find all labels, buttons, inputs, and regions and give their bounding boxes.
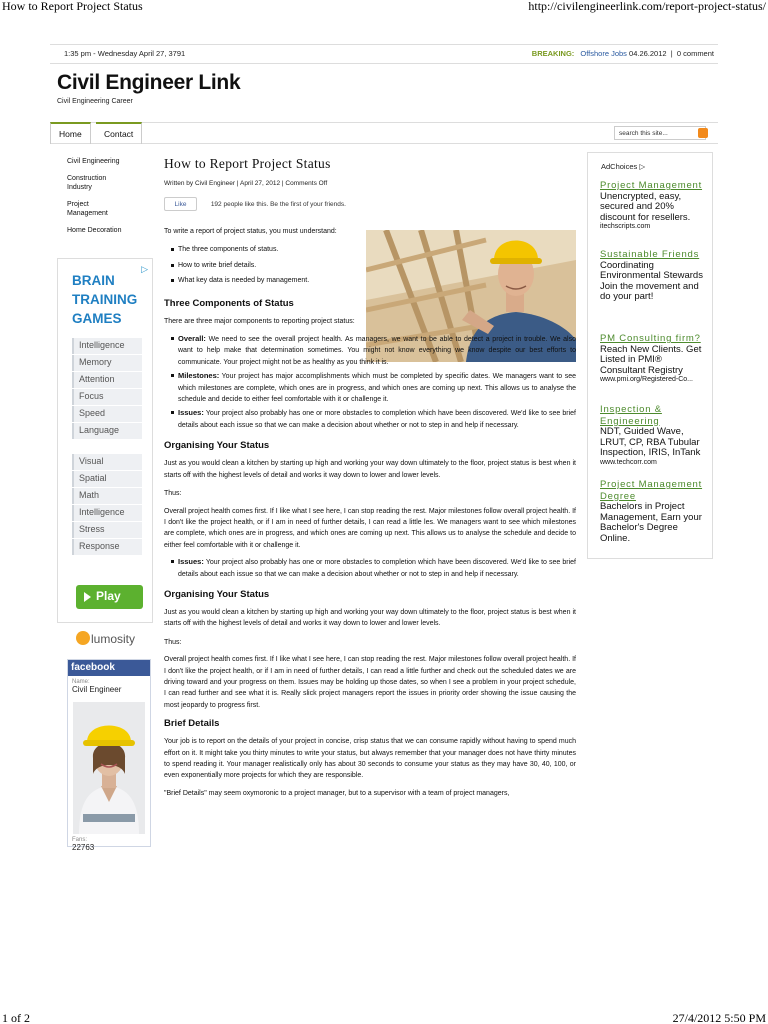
facebook-like-row (164, 197, 576, 212)
heading-organising: Organising Your Status (164, 440, 270, 452)
skill-list-2 (72, 454, 142, 556)
ad-url: www.techcorr.com (600, 458, 657, 466)
skill-item: Memory (72, 355, 142, 371)
ad-description: Bachelors in Project Management, Earn your Bachelor's Degree Online. (600, 501, 702, 544)
print-url: http://civilengineerlink.com/report-project-status/ (528, 0, 766, 13)
like-button[interactable]: Like (164, 197, 197, 211)
brief-paragraph: Your job is to report on the details of your project in concise, crisp status that we can consume rapidly without having to spend much effort on it. It might take you thirty minutes to write your status, but always remember that your manager does not have thirty minutes to spend reading it. Your manager realistically only has about 30 seconds to consume your status as they may have 30, 40, 100, or even exponentially more projects for which they are responsible. (164, 738, 576, 780)
skill-item: Language (72, 423, 142, 439)
breaking-news: BREAKING: Offshore Jobs 04.26.2012 | 0 comment (531, 49, 714, 58)
main-nav (50, 122, 718, 144)
menu-item-civil-engineering[interactable]: Civil Engineering (67, 158, 120, 165)
list-item-issues: Issues: Your project also probably has one or more obstacles to completion which have been discovered. We'd like to see brief details about each issue so that we can make a decision about whether or not to step in and help if necessary. (171, 407, 576, 431)
organising-paragraph-2: Just as you would clean a kitchen by starting up high and working your way down ultimately to the floor, project status is best when it starts off with the highest levels of detail and works it way down to lower and lower levels. (164, 608, 576, 628)
components-list (171, 333, 576, 431)
thus-label-2: Thus: (164, 638, 182, 646)
category-menu (57, 155, 153, 241)
adchoices-icon: ▷ (639, 162, 646, 171)
rss-icon[interactable] (698, 128, 708, 138)
brief-last-paragraph: "Brief Details" may seem oxymoronic to a project manager, but to a supervisor with a team of project managers, (164, 789, 510, 797)
skill-item: Focus (72, 389, 142, 405)
nav-contact[interactable]: Contact (96, 122, 142, 144)
adchoices-label[interactable]: AdChoices ▷ (601, 162, 646, 171)
print-page-title: How to Report Project Status (2, 0, 143, 13)
fb-name-label: Name: (72, 679, 90, 685)
like-count-text: 192 people like this. Be the first of your friends. (210, 201, 346, 208)
list-item: How to write brief details. (171, 260, 361, 271)
issues-list (171, 556, 576, 580)
ad-project-management[interactable] (600, 180, 708, 230)
right-ad-column (587, 152, 713, 559)
ad-url: itechscripts.com (600, 223, 651, 230)
ad-title[interactable]: Sustainable Friends (600, 249, 700, 260)
ad-pm-consulting[interactable] (600, 333, 708, 383)
nav-home[interactable]: Home (50, 122, 91, 144)
facebook-fan-box[interactable] (67, 659, 151, 852)
facebook-logo: facebook (68, 660, 150, 676)
top-bar (50, 44, 718, 64)
lumosity-logo-icon (76, 631, 90, 645)
play-button[interactable]: Play (76, 585, 143, 609)
current-date: 1:35 pm - Wednesday April 27, 3791 (64, 49, 186, 58)
search-input[interactable]: search this site... (614, 126, 706, 140)
heading-brief: Brief Details (164, 718, 220, 730)
skill-list-1 (72, 338, 142, 440)
article-byline: Written by Civil Engineer | April 27, 2012 | Comments Off (164, 180, 328, 187)
list-item: What key data is needed by management. (171, 275, 361, 286)
heading-components: Three Components of Status (164, 297, 294, 309)
ad-description: Coordinating Environmental Stewards Join the movement and do your part! (600, 259, 703, 302)
intro-paragraph: To write a report of project status, you must understand: (164, 228, 337, 235)
ad-pm-degree[interactable] (600, 479, 708, 544)
skill-item: Stress (72, 522, 142, 538)
fb-fans-count: 22763 (72, 843, 95, 852)
fb-profile-photo[interactable] (73, 702, 145, 834)
adchoices-icon[interactable]: ▷ (141, 264, 148, 274)
print-page-number: 1 of 2 (2, 1011, 30, 1024)
ad-title[interactable]: Project Management Degree (600, 479, 703, 502)
ad-description: Reach New Clients. Get Listed in PMI® Consultant Registry (600, 343, 702, 376)
print-header (0, 0, 768, 14)
site-title[interactable]: Civil Engineer Link (57, 71, 241, 94)
breaking-date: 04.26.2012 (629, 49, 667, 58)
ad-title[interactable]: PM Consulting firm? (600, 333, 701, 344)
ad-sustainable-friends[interactable] (600, 249, 708, 303)
list-item-overall: Overall: We need to see the overall project health. As managers, we want to be able to detect a project in trouble. We also want to help make that determination sometimes. You might not know everything we know despite our best efforts to communicate. Your project might not be as healthy as you think it is. (171, 333, 576, 368)
list-item-milestones: Milestones: Your project has major accomplishments which must be completed by specific dates. We managers want to see which milestones are complete, which ones are in progress, and which ones are coming up next. This allows us to analyse the schedule and decide to either feel comfortable with it or challenge it. (171, 370, 576, 405)
list-item-issues: Issues: Your project also probably has one or more obstacles to completion which have been discovered. We'd like to see brief details about each issue so that we can make a decision about whether or not to step in and help if necessary. (171, 556, 576, 580)
thus-paragraph: Overall project health comes first. If I like what I see here, I can stop reading the rest. Major milestones follow overall project health. If I don't like the project health, or if I am in need of further details, I can read a little les. We managers want to see which milestones are complete, which ones are in progress, and which ones are coming up next. This allows us to analyse the schedule and decide to either feel comfortable with it or challenge it. (164, 507, 576, 549)
thus-label: Thus: (164, 490, 182, 498)
list-item: The three components of status. (171, 244, 361, 255)
comment-count[interactable]: 0 comment (676, 49, 714, 58)
article (164, 156, 576, 799)
breaking-link[interactable]: Offshore Jobs (580, 49, 627, 58)
ad-title[interactable]: Project Management (600, 180, 703, 191)
lumosity-logo[interactable]: lumosity (76, 631, 135, 646)
ad-headline: BRAIN TRAINING GAMES (72, 273, 138, 326)
skill-item: Response (72, 539, 142, 555)
heading-organising-2: Organising Your Status (164, 588, 270, 600)
skill-item: Attention (72, 372, 142, 388)
ad-url: www.pmi.org/Registered-Co... (600, 376, 693, 383)
print-timestamp: 27/4/2012 5:50 PM (672, 1011, 766, 1024)
brain-training-ad[interactable] (57, 258, 153, 623)
menu-item-project-management[interactable]: Project Management (67, 201, 108, 217)
skill-item: Intelligence (72, 338, 142, 354)
ad-title[interactable]: Inspection & Engineering (600, 404, 662, 427)
menu-item-construction-industry[interactable]: Construction Industry (67, 175, 107, 191)
ad-description: Unencrypted, easy, secured and 20% discount for resellers. (600, 190, 691, 223)
skill-item: Intelligence (72, 505, 142, 521)
breaking-label: BREAKING: (531, 49, 575, 58)
fb-page-name[interactable]: Civil Engineer (72, 685, 122, 694)
site-tagline: Civil Engineering Career (57, 98, 133, 105)
fb-fans-label: Fans: (72, 837, 88, 843)
article-title: How to Report Project Status (164, 156, 331, 171)
ad-description: NDT, Guided Wave, LRUT, CP, RBA Tubular Inspection, IRIS, InTank (600, 426, 701, 458)
intro-list (171, 244, 361, 286)
skill-item: Spatial (72, 471, 142, 487)
organising-paragraph: Just as you would clean a kitchen by starting up high and working your way down ultimately to the floor, project status is best when it starts off with the highest levels of detail and works it way down to lower and lower levels. (164, 460, 576, 479)
skill-item: Math (72, 488, 142, 504)
ad-inspection-engineering[interactable] (600, 404, 708, 466)
skill-item: Speed (72, 406, 142, 422)
menu-item-home-decoration[interactable]: Home Decoration (67, 227, 122, 234)
components-intro: There are three major components to reporting project status: (164, 317, 355, 325)
thus-paragraph-2: Overall project health comes first. If I like what I see here, I can stop reading the rest. Major milestones follow overall project health. If I don't like the project health, or if I am in need of further details, I can read a little further and check out the scheduled dates we are driving toward and your progress on them. Issues may be holding up those dates, so when I see a problem in your project schedule, I can read further and see what it is. Really slick project managers report the issues in priority order showing the issue causing the most jeopardy to progress first. (164, 656, 576, 709)
skill-item: Visual (72, 454, 142, 470)
